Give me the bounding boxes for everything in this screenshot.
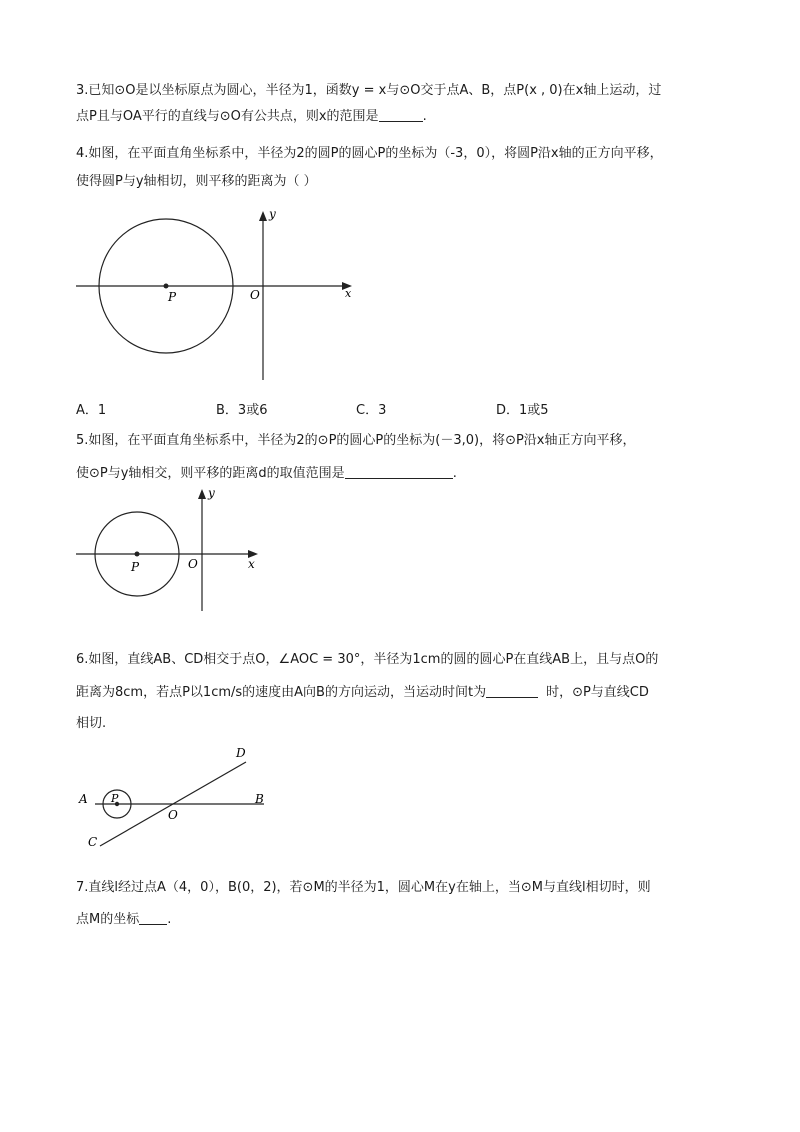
q4-line2: 使得圆P与y轴相切，则平移的距离为（ ） (76, 174, 317, 189)
q4-option-a: A．1 (76, 403, 107, 418)
q6-line1: 6.如图，直线AB、CD相交于点O，∠AOC = 30°，半径为1cm的圆的圆心P在直线AB上，且与点O的 (76, 652, 659, 667)
q6-answer-blank (486, 683, 538, 698)
q6-line3: 相切. (76, 716, 107, 731)
q7-answer-blank (139, 910, 167, 925)
q4-option-b: B．3或6 (216, 403, 268, 418)
q4-label-y: y (269, 207, 276, 221)
q5-figure (0, 484, 300, 616)
q3-line1: 3.已知⊙O是以坐标原点为圆心，半径为1，函数y = x与⊙O交于点A、B，点P(x , 0)在x轴上运动，过 (76, 83, 662, 98)
q6-label-b: B (255, 792, 264, 806)
q6-line2 (76, 681, 649, 700)
q5-label-p: P (131, 560, 140, 574)
q6-label-a: A (79, 792, 88, 806)
q6-figure (0, 738, 300, 856)
q4-center-p (164, 284, 169, 289)
q6-line2-tail: 时，⊙P与直线CD (546, 685, 649, 700)
q4-option-c: C．3 (356, 403, 387, 418)
q7-line2 (76, 908, 171, 927)
q5-end: . (452, 466, 457, 481)
q4-y-arrow (259, 211, 267, 221)
q5-label-x: x (248, 557, 255, 571)
q5-answer-blank (345, 464, 453, 479)
q7-line1: 7.直线l经过点A（4，0），B(0，2)，若⊙M的半径为1，圆心M在y在轴上，当⊙M与直线l相切时，则 (76, 880, 651, 895)
q7-line2-text: 点M的坐标 (76, 912, 140, 927)
q4-line1: 4.如图，在平面直角坐标系中，半径为2的圆P的圆心P的坐标为（-3，0），将圆P沿x轴的正方向平移， (76, 146, 663, 161)
q5-line2-text: 使⊙P与y轴相交，则平移的距离d的取值范围是 (76, 466, 345, 481)
q6-line2-text: 距离为8cm，若点P以1cm/s的速度由A向B的方向运动，当运动时间t为 (76, 685, 487, 700)
q3-line2 (76, 105, 427, 124)
q4-option-d: D．1或5 (496, 403, 549, 418)
q5-y-arrow (198, 489, 206, 499)
q6-label-p: P (111, 792, 119, 805)
q3-answer-blank (379, 107, 423, 122)
q5-line2 (76, 462, 457, 481)
q5-center-p (135, 552, 140, 557)
q7-end: . (167, 912, 172, 927)
q3-end: . (422, 109, 427, 124)
q4-label-x: x (345, 287, 352, 300)
q4-figure (0, 200, 400, 390)
q5-label-o: O (188, 557, 198, 571)
q4-label-p: P (168, 290, 177, 304)
q5-line1: 5.如图，在平面直角坐标系中，半径为2的⊙P的圆心P的坐标为(－3,0)，将⊙P沿x轴正方向平移， (76, 433, 636, 448)
q6-label-d: D (236, 746, 246, 760)
q5-label-y: y (208, 486, 215, 500)
q6-label-o: O (168, 808, 178, 822)
q6-label-c: C (88, 835, 98, 849)
q3-line2-text: 点P且与OA平行的直线与⊙O有公共点，则x的范围是 (76, 109, 379, 124)
q4-label-o: O (250, 288, 260, 302)
